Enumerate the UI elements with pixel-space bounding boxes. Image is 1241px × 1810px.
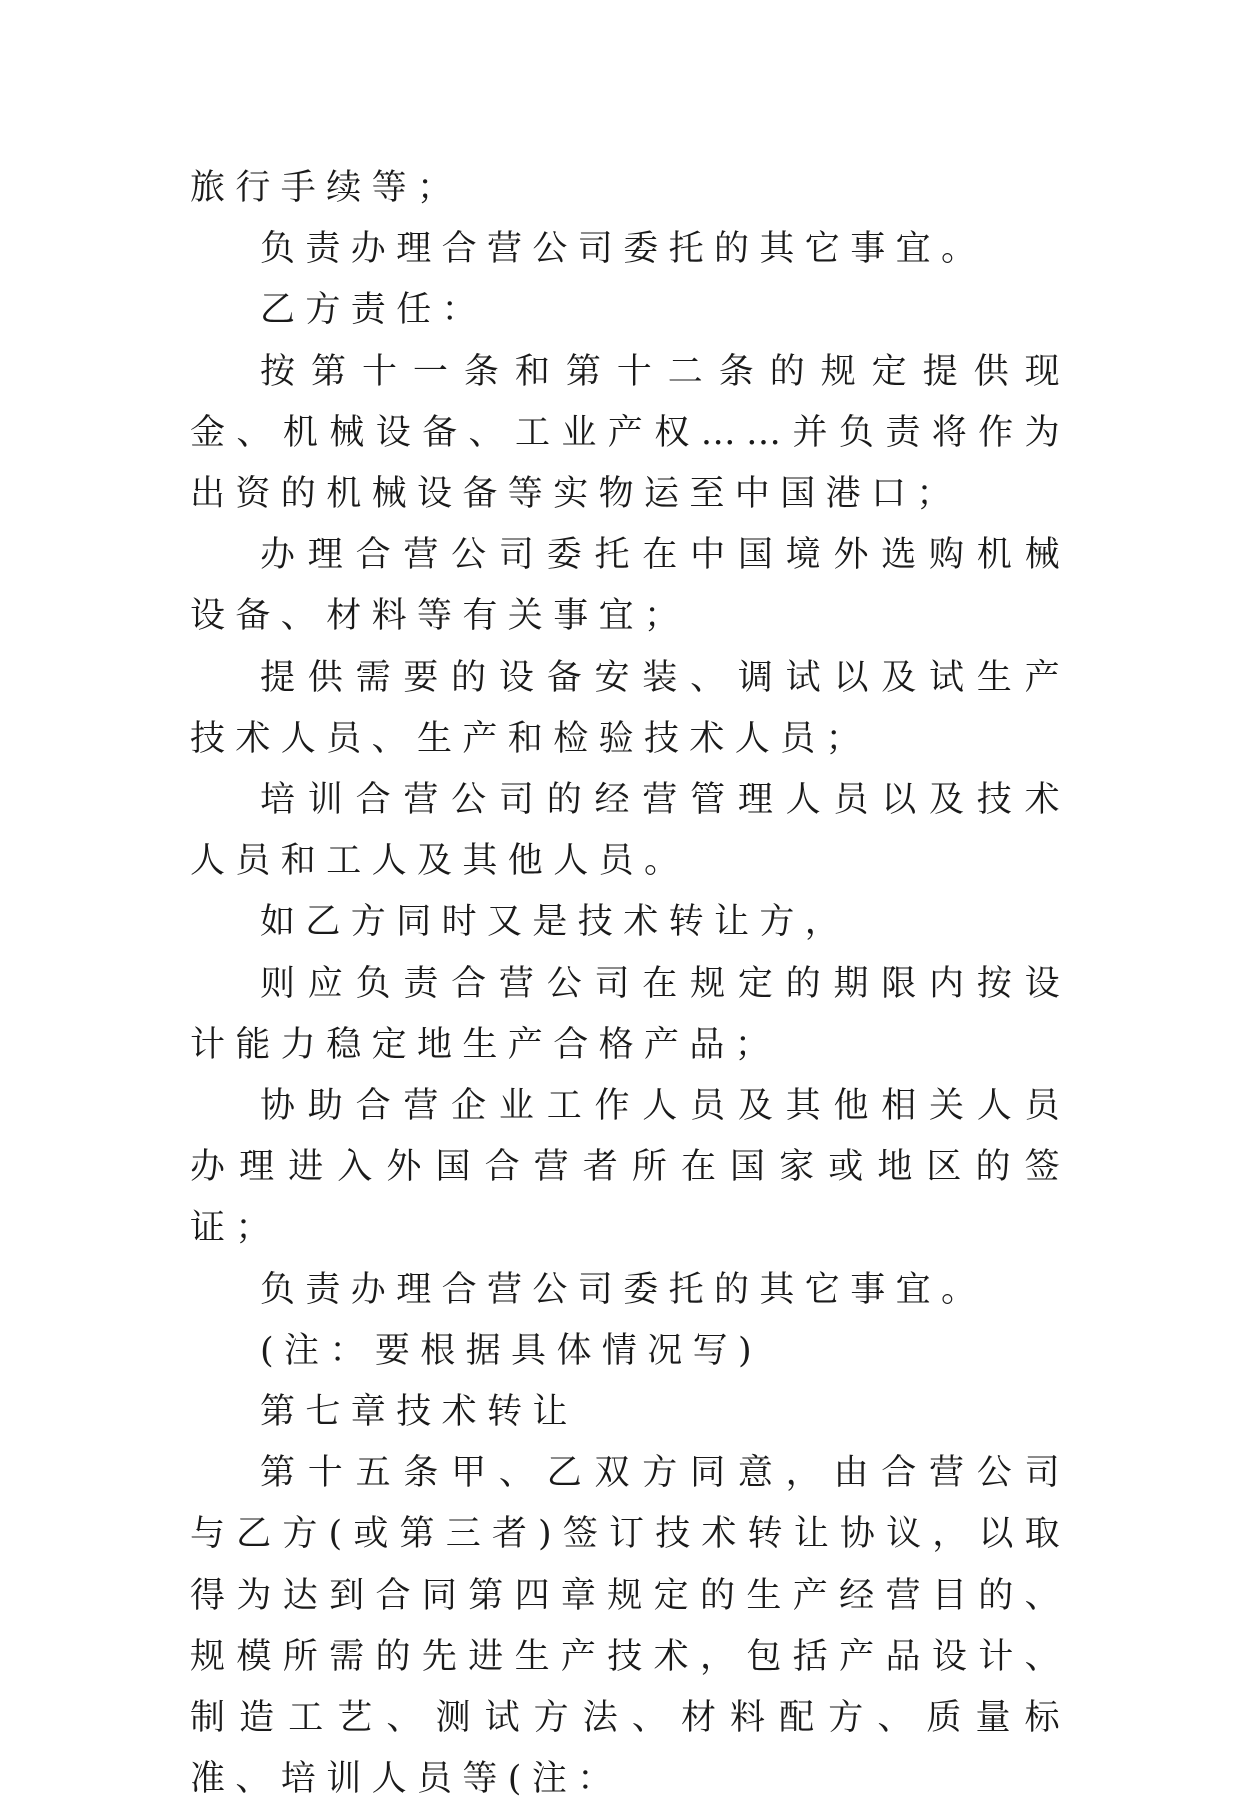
paragraph: 办理合营公司委托在中国境外选购机械设备、材料等有关事宜； — [190, 535, 1070, 637]
paragraph: 负责办理合营公司委托的其它事宜。 — [260, 1269, 987, 1310]
paragraph: 培训合营公司的经营管理人员以及技术人员和工人及其他人员。 — [190, 780, 1070, 882]
paragraph: 提供需要的设备安装、调试以及试生产技术人员、生产和检验技术人员； — [190, 657, 1070, 759]
chapter-heading: 第七章技术转让 — [260, 1392, 578, 1433]
document-body — [190, 158, 1070, 1810]
note: (注：要根据具体情况写) — [260, 1330, 763, 1371]
paragraph: 如乙方同时又是技术转让方， — [260, 902, 851, 943]
section-heading-party-b-duties: 乙方责任： — [260, 290, 488, 331]
paragraph: 负责办理合营公司委托的其它事宜。 — [260, 229, 987, 270]
paragraph: 旅行手续等； — [190, 168, 463, 208]
paragraph: 协助合营企业工作人员及其他相关人员办理进入外国合营者所在国家或地区的签证； — [190, 1086, 1070, 1249]
paragraph: 则应负责合营公司在规定的期限内按设计能力稳定地生产合格产品； — [190, 963, 1070, 1065]
paragraph: 按第十一条和第十二条的规定提供现金、机械设备、工业产权……并负责将作为出资的机械设备等实物运至中国港口； — [190, 351, 1070, 515]
article-paragraph: 第十五条甲、乙双方同意，由合营公司与乙方(或第三者)签订技术转让协议，以取得为达到合同第四章规定的生产经营目的、规模所需的先进生产技术，包括产品设计、制造工艺、测试方法、材料配方、质量标准、培训人员等(注： — [190, 1453, 1070, 1800]
